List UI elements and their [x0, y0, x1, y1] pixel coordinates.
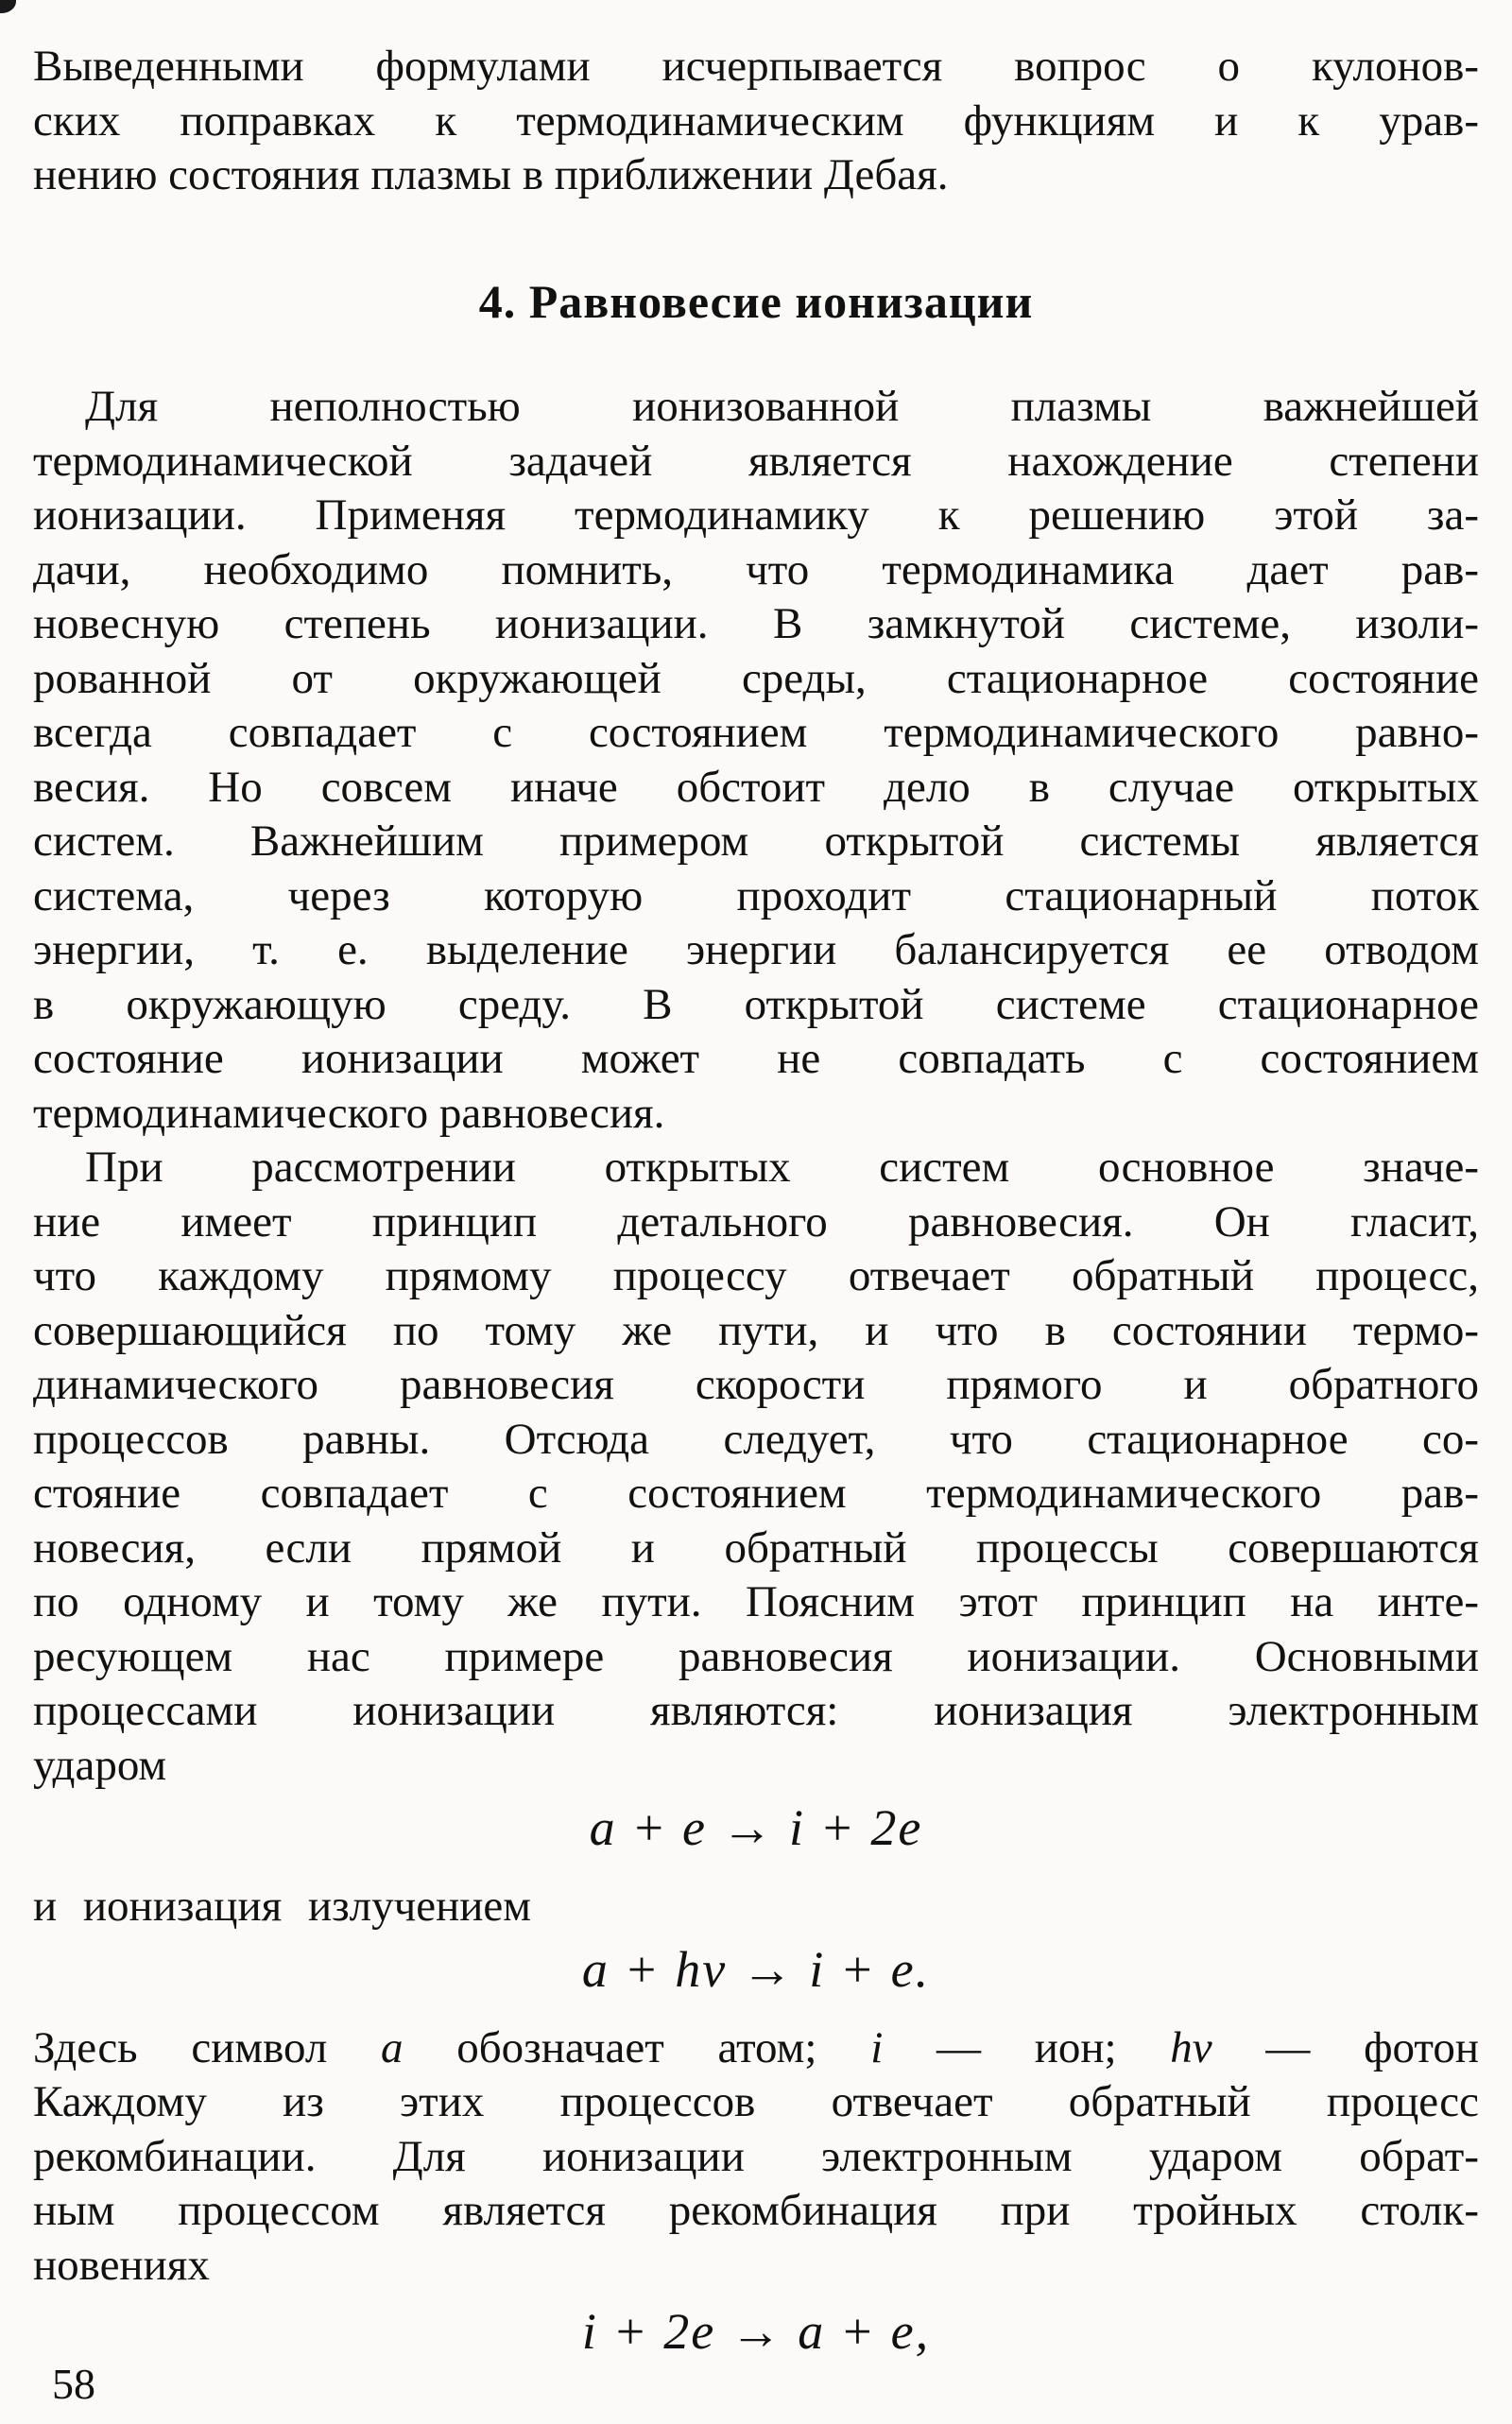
text-line: дачи, необходимо помнить, что термодинамика дает рав- — [33, 544, 1479, 594]
text-segment: — ион; — [883, 2022, 1171, 2072]
text-line: систем. Важнейшим примером открытой системы является — [33, 817, 1479, 866]
text-line: нению состояния плазмы в приближении Дебая. — [33, 150, 949, 199]
text-line: динамического равновесия скорости прямого и обратного — [33, 1360, 1479, 1409]
text-line: термодинамической задачей является нахождение степени — [33, 436, 1479, 486]
text-line: Выведенными формулами исчерпывается вопрос о кулонов- — [33, 42, 1479, 91]
text-line: новениях — [33, 2240, 210, 2290]
paragraph-recombination — [33, 2021, 1479, 2294]
text-line: Каждому из этих процессов отвечает обратный процесс — [33, 2077, 1479, 2126]
text-line: процессами ионизации являются: ионизация электронным — [33, 1686, 1479, 1735]
paragraph-coulomb-corrections — [33, 40, 1479, 203]
symbol-photon: hν — [1170, 2022, 1212, 2072]
text-line: процессов равны. Отсюда следует, что стационарное со- — [33, 1414, 1479, 1464]
formula-triple-collision-recombination: i + 2e → a + e, — [581, 2303, 931, 2360]
text-line: термодинамического равновесия. — [33, 1088, 665, 1138]
formula-radiative-ionization: a + hν → i + e. — [581, 1940, 931, 1998]
formula-electron-impact-ionization: a + e → i + 2e — [589, 1799, 923, 1856]
text-line: по одному и тому же пути. Поясним этот принцип на инте- — [33, 1577, 1479, 1626]
symbol-ion: i — [870, 2022, 884, 2072]
page-number: 58 — [52, 2360, 95, 2408]
text-line: Для неполностью ионизованной плазмы важнейшей — [85, 382, 1479, 431]
text-line: ионизации. Применяя термодинамику к решению этой за- — [33, 490, 1479, 540]
text-segment: Здесь символ — [33, 2022, 382, 2072]
text-line: ских поправках к термодинамическим функциям и к урав- — [33, 95, 1479, 146]
text-line: рекомбинации. Для ионизации электронным ударом обрат- — [33, 2131, 1479, 2181]
text-line: в окружающую среду. В открытой системе стационарное — [33, 979, 1479, 1029]
text-line: рованной от окружающей среды, стационарное состояние — [33, 653, 1479, 703]
text-line: энергии, т. е. выделение энергии балансируется ее отводом — [33, 925, 1479, 974]
text-line: система, через которую проходит стационарный поток — [33, 870, 1479, 920]
text-line: При рассмотрении открытых систем основное значе- — [85, 1143, 1479, 1192]
scan-corner-artifact — [0, 0, 16, 13]
text-line: ресующем нас примере равновесия ионизации. Основными — [33, 1631, 1479, 1681]
text-line: состояние ионизации может не совпадать с состоянием — [33, 1034, 1479, 1083]
text-segment: обозначает атом; — [403, 2022, 871, 2072]
section-heading: 4. Равновесие ионизации — [478, 274, 1034, 328]
text-column — [33, 40, 1479, 2359]
text-line: весия. Но совсем иначе обстоит дело в случае открытых — [33, 762, 1479, 812]
text-segment: — фотон — [1211, 2022, 1480, 2072]
text-line: ударом — [33, 1740, 167, 1790]
text-line: всегда совпадает с состоянием термодинамического равно- — [33, 708, 1479, 757]
text-line-radiation-ionization-label: и ионизация излучением — [33, 1882, 532, 1931]
text-line — [33, 2021, 1479, 2076]
text-line: что каждому прямому процессу отвечает обратный процесс, — [33, 1251, 1479, 1300]
paragraph-detailed-balance — [33, 1141, 1479, 1793]
text-line: ным процессом является рекомбинация при тройных столк- — [33, 2186, 1479, 2235]
text-line: стояние совпадает с состоянием термодинамического рав- — [33, 1469, 1479, 1518]
text-line: новесную степень ионизации. В замкнутой системе, изоли- — [33, 599, 1479, 648]
text-line: ние имеет принцип детального равновесия. Он гласит, — [33, 1196, 1479, 1246]
text-line: совершающийся по тому же пути, и что в состоянии термо- — [33, 1305, 1479, 1355]
text-line: новесия, если прямой и обратный процессы совершаются — [33, 1522, 1479, 1573]
paragraph-ionization-degree — [33, 380, 1479, 1141]
symbol-atom: a — [381, 2022, 404, 2072]
